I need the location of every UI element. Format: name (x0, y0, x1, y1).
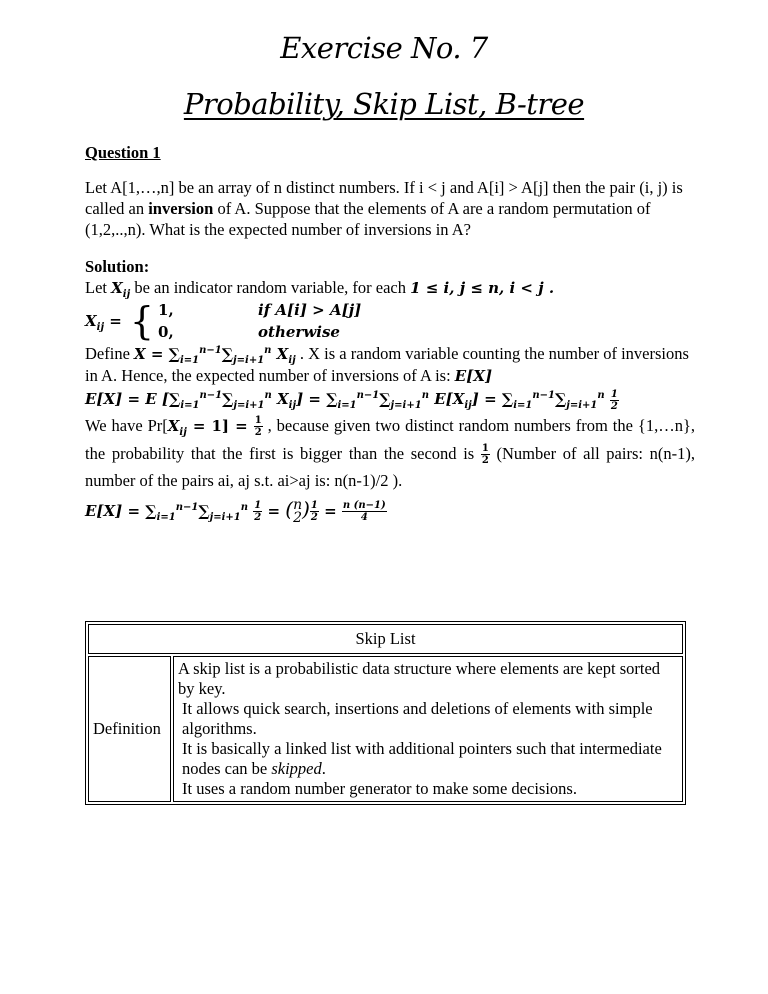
inversion-term: inversion (148, 199, 214, 218)
solution-let-line (85, 277, 695, 299)
result-denominator: 4 (360, 512, 368, 523)
exercise-subtitle: Probability, Skip List, B-tree (183, 87, 585, 121)
row-definition (173, 656, 683, 802)
text: Let (85, 278, 112, 297)
definition-line: It uses a random number generator to make some decisions. (182, 778, 577, 798)
math-var: X (111, 279, 123, 297)
expectation-derivation: E[X] = E [$\sum_{i=1}^{n-1}\sum_{j=i+1}^n$ $X_{ij}] = \sum_{i=1}^{n-1}\sum_{j=i+1}^n$ $E[X_{ij}] = \sum_{i=1}^{n-1}\sum_{j=i+1}^n$ $\frac{1}{2}$ (85, 388, 618, 412)
math-sub: ij (122, 289, 131, 300)
result-numerator: n (n−1) (342, 500, 386, 511)
question-heading: Question 1 (85, 143, 161, 162)
text: We have Pr[ (85, 415, 168, 435)
indicator-definition: $X_{ij}$ = { 1, if A[i] > A[j] 0, otherwise (85, 299, 362, 343)
text: , because given two distinct random numbers from the {1,…n}, the probability that the first is bigger than the second is (85, 415, 695, 463)
exercise-title: Exercise No. 7 (280, 31, 488, 65)
skipped-term: skipped (271, 758, 322, 778)
text: Define (85, 344, 135, 363)
skip-list-table (85, 621, 686, 805)
definition-line: It allows quick search, insertions and deletions of elements with simple algorithms. (182, 698, 653, 738)
text: . X is a random variable counting the number of inversions in A. Hence, the expected number of inversions of A is: (85, 344, 689, 385)
text: (Number of all pairs: n(n-1), number of the pairs ai, aj s.t. ai>aj is: n(n-1)/2 ). (85, 443, 695, 490)
math-condition: 1 ≤ i, j ≤ n, i < j . (410, 279, 555, 297)
text: be an indicator random variable, for each (130, 278, 411, 297)
row-label: Definition (88, 656, 171, 802)
case-1-condition: if A[i] > A[j] (258, 301, 362, 319)
case-1-value: 1, (158, 301, 174, 319)
expectation: E[X] (454, 367, 493, 385)
case-0-value: 0, (158, 323, 174, 341)
question-text-part: of A. Suppose that the elements of A are a random permutation of (1,2,..,n). What is the expected number of inversions in A? (85, 199, 651, 239)
definition-line (178, 739, 678, 779)
question-text-part: Let A[1,…,n] be an array of n distinct numbers. If i < j and A[i] > A[j] then the pair (i, j) is called an (85, 178, 683, 218)
text: . (321, 758, 326, 778)
document-body (85, 142, 695, 805)
table-header: Skip List (88, 624, 683, 654)
final-result: $E[X] = \sum_{i=1}^{n-1}\sum_{j=i+1}^n$ $\frac{1}{2}$ = ( n 2 ) $\frac{1}{2}$ = $\frac{n (n-1)}{4}$ (85, 496, 386, 526)
definition-line: A skip list is a probabilistic data structure where elements are kept sorted by key. (178, 658, 661, 698)
define-line: Define $X = \sum_{i=1}^{n-1}\sum_{j=i+1}^n$ $X_{ij}$ . X is a random variable counting the number of inversions in A. Hence, the expected number of inversions of A is: E[X] (85, 344, 689, 385)
text: It is basically a linked list with additional pointers such that intermediate nodes can be (182, 738, 662, 778)
solution-heading: Solution: (85, 257, 150, 276)
math: = 1] = (186, 416, 254, 435)
table-row (88, 656, 683, 802)
probability-paragraph: We have $Pr[X_{ij} = 1]$ = $\frac{1}{2}$ , because given two distinct random numbers from the {1,…n}, the probability that the first is bigger than the second is $\frac{1}{2}$ (Number of all pairs: n(n-1), number of the pairs ai, aj s.t. ai>aj is: n(n-1)/2 ). (85, 415, 695, 490)
question-text (85, 177, 695, 240)
case-0-condition: otherwise (258, 323, 340, 341)
